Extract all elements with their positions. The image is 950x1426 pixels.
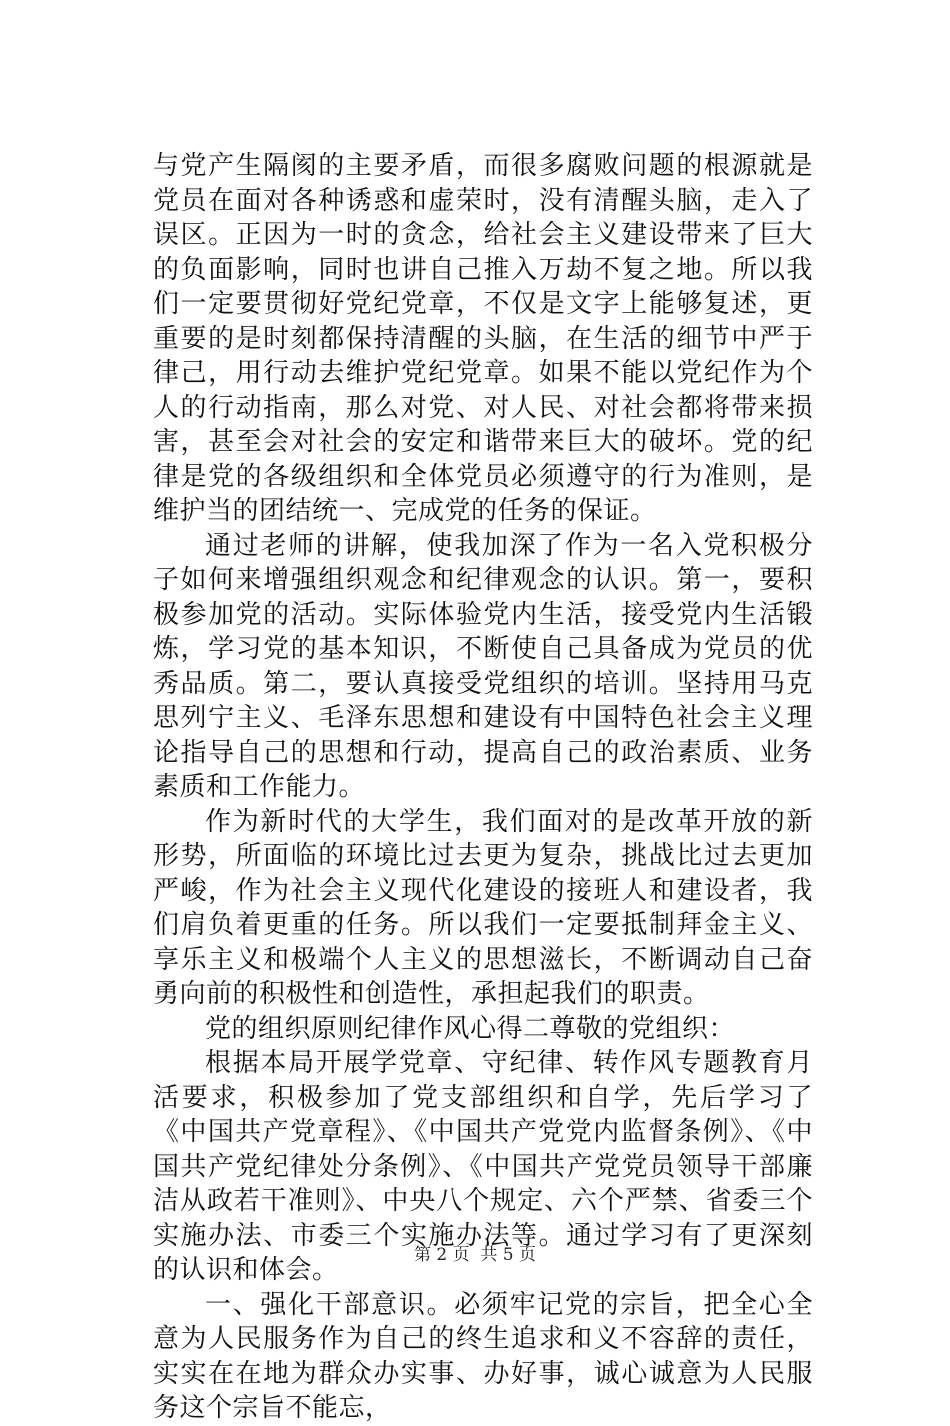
paragraph-3: 作为新时代的大学生，我们面对的是改革开放的新形势，所面临的环境比过去更为复杂，挑战比过去更加严峻，作为社会主义现代化建设的接班人和建设者，我们肩负着更重的任务。所以我们一定要抵制拜金主义、享乐主义和极端个人主义的思想滋长，不断调动自己奋勇向前的积极性和创造性，承担起我们的职责。 — [153, 806, 813, 1009]
paragraph-4: 根据本局开展学党章、守纪律、转作风专题教育月活要求，积极参加了党支部组织和自学，先后学习了《中国共产党章程》、《中国共产党党内监督条例》、《中国共产党纪律处分条例》、《中国共产党党员领导干部廉洁从政若干准则》、中央八个规定、六个严禁、省委三个实施办法、市委三个实施办法等。通过学习有了更深刻的认识和体会。 — [153, 1048, 813, 1285]
section-heading: 党的组织原则纪律作风心得二尊敬的党组织： — [205, 1013, 736, 1044]
page-number: 第 2 页 共 5 页 — [413, 1245, 537, 1265]
page-footer — [0, 1240, 950, 1265]
paragraph-5: 一、强化干部意识。必须牢记党的宗旨，把全心全意为人民服务作为自己的终生追求和义不容辞的责任，实实在在地为群众办实事、办好事，诚心诚意为人民服务这个宗旨不能忘， — [153, 1289, 813, 1423]
paragraph-2: 通过老师的讲解，使我加深了作为一名入党积极分子如何来增强组织观念和纪律观念的认识。第一，要积极参加党的活动。实际体验党内生活，接受党内生活锻炼，学习党的基本知识，不断使自己具备成为党员的优秀品质。第二，要认真接受党组织的培训。坚持用马克思列宁主义、毛泽东思想和建设有中国特色社会主义理论指导自己的思想和行动，提高自己的政治素质、业务素质和工作能力。 — [153, 530, 813, 802]
document-body — [153, 149, 813, 1426]
paragraph-1: 与党产生隔阂的主要矛盾，而很多腐败问题的根源就是党员在面对各种诱惑和虚荣时，没有清醒头脑，走入了误区。正因为一时的贪念，给社会主义建设带来了巨大的负面影响，同时也讲自己推入万劫不复之地。所以我们一定要贯彻好党纪党章，不仅是文字上能够复述，更重要的是时刻都保持清醒的头脑，在生活的细节中严于律己，用行动去维护党纪党章。如果不能以党纪作为个人的行动指南，那么对党、对人民、对社会都将带来损害，甚至会对社会的安定和谐带来巨大的破坏。党的纪律是党的各级组织和全体党员必须遵守的行为准则，是维护当的团结统一、完成党的任务的保证。 — [153, 151, 813, 526]
